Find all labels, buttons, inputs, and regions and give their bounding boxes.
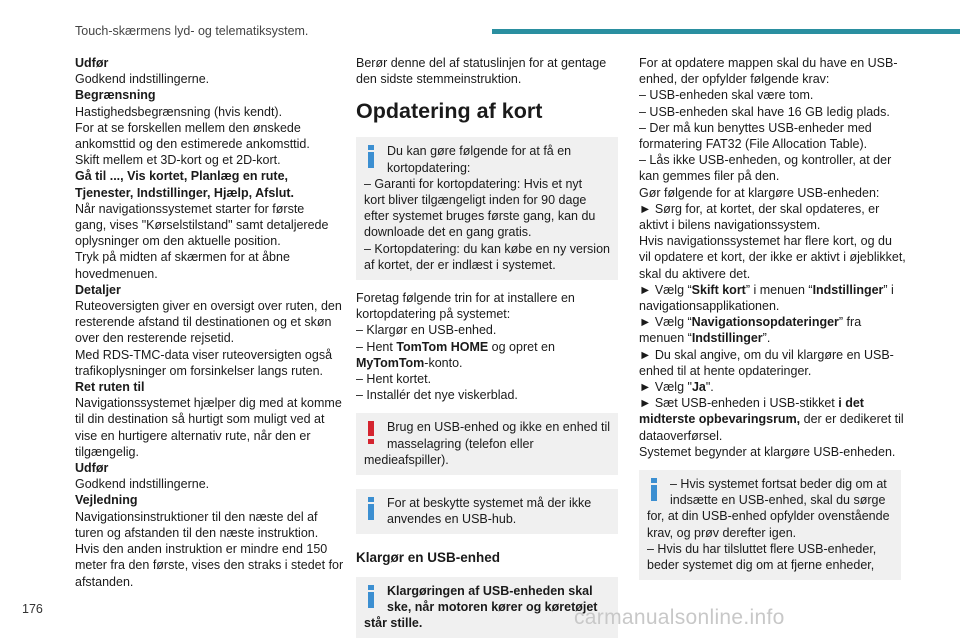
section-heading: Opdatering af kort	[356, 99, 543, 124]
info-icon	[648, 478, 660, 501]
box-line: Brug en USB-enhed og ikke en enhed til	[387, 420, 611, 435]
paragraph-line: Når navigationssystemet starter for første	[75, 201, 305, 216]
paragraph-line: Tryk på midten af skærmen for at åbne	[75, 250, 290, 265]
info-icon	[365, 497, 377, 520]
paragraph-line: til din destination så hurtigt som muligt ved at	[75, 412, 325, 427]
bold-term: Udfør	[75, 461, 109, 476]
column-1	[75, 55, 344, 590]
paragraph-line: Hvis navigationssystemet har flere kort, og du	[639, 234, 892, 249]
paragraph-line: vise en hurtigere alternativ rute, når den er	[75, 428, 311, 443]
box-line: indsætte en USB-enhed, skal du sørge	[670, 493, 886, 508]
bold-term: Ret ruten til	[75, 380, 145, 395]
box-line: ske, når motoren kører og køretøjet	[387, 599, 598, 614]
running-header: Touch-skærmens lyd- og telematiksystem.	[75, 24, 309, 38]
box-line: downloade det en gang gratis.	[364, 225, 532, 240]
box-line: Du kan gøre følgende for at få en	[387, 144, 572, 159]
box-line: anvendes en USB-hub.	[387, 512, 517, 527]
box-line: Klargøringen af USB-enheden skal	[387, 583, 593, 598]
column-2	[356, 55, 618, 640]
paragraph-line: – USB-enheden skal have 16 GB ledig plads.	[639, 104, 890, 119]
list-item-cont: MyTomTom-konto.	[356, 355, 463, 370]
info-box	[356, 137, 618, 280]
paragraph-line: – Der må kun benyttes USB-enheder med	[639, 120, 872, 135]
box-line: af kortet, der er indlæst i systemet.	[364, 257, 556, 272]
paragraph-line: Ruteoversigten giver en oversigt over ruten, den	[75, 299, 342, 314]
box-line: for, at din USB-enhed opfylder ovenstående	[647, 509, 890, 524]
paragraph-line: Gør følgende for at klargøre USB-enheden:	[639, 185, 880, 200]
paragraph-line: den sidste stemmeinstruktion.	[356, 72, 522, 87]
bold-term: Detaljer	[75, 282, 121, 297]
paragraph-line: – Lås ikke USB-enheden, og kontroller, at der	[639, 153, 892, 168]
box-line: masselagring (telefon eller	[387, 436, 534, 451]
box-line: beder systemet dig om at fjerne enheder,	[647, 558, 875, 573]
paragraph-line: ► Sørg for, at kortet, der skal opdateres, er	[639, 201, 880, 216]
paragraph-line: – USB-enheden skal være tom.	[639, 88, 814, 103]
box-line: kortopdatering:	[387, 160, 471, 175]
bold-term: Tjenester, Indstillinger, Hjælp, Afslut.	[75, 185, 295, 200]
box-line: – Kortopdatering: du kan købe en ny version	[364, 241, 610, 256]
paragraph-line: Godkend indstillingerne.	[75, 477, 210, 492]
paragraph-line: Navigationssystemet hjælper dig med at komme	[75, 396, 342, 411]
paragraph-line: Skift mellem et 3D-kort og et 2D-kort.	[75, 153, 281, 168]
info-icon	[365, 585, 377, 608]
bold-term: Gå til ..., Vis kortet, Planlæg en rute,	[75, 169, 289, 184]
warning-box	[356, 413, 618, 475]
box-line: – Hvis systemet fortsat beder dig om at	[670, 477, 887, 492]
list-item: – Hent TomTom HOME og opret en	[356, 339, 555, 354]
info-icon	[365, 145, 377, 168]
step-line: ► Vælg "Ja".	[639, 380, 714, 395]
step-line: ► Du skal angive, om du vil klargøre en USB-	[639, 347, 894, 362]
list-item: – Klargør en USB-enhed.	[356, 323, 497, 338]
paragraph-line: ankomsttid og den estimerede ankomsttid.	[75, 137, 310, 152]
paragraph-line: trafikoplysninger om forsinkelser langs ruten.	[75, 363, 324, 378]
paragraph-line: gang, vises "Kørselstilstand" samt detaljerede	[75, 218, 329, 233]
box-line: – Garanti for kortopdatering: Hvis et nyt	[364, 176, 583, 191]
paragraph-line: meter fra den første, vises den straks i stedet for	[75, 558, 344, 573]
bold-term: Vejledning	[75, 493, 138, 508]
info-box	[639, 470, 901, 580]
box-line: efter systemet bruges første gang, kan du	[364, 209, 596, 224]
paragraph-line: enhed, der opfylder følgende krav:	[639, 72, 830, 87]
list-item: – Hent kortet.	[356, 372, 432, 387]
paragraph-line: over den resterende rejsetid.	[75, 331, 235, 346]
paragraph-line: afstanden.	[75, 574, 134, 589]
paragraph-line: tilgængelig.	[75, 444, 139, 459]
step-line: Systemet begynder at klargøre USB-enheden.	[639, 444, 896, 459]
step-line: ► Sæt USB-enheden i USB-stikket i det	[639, 396, 864, 411]
watermark: carmanualsonline.info	[574, 606, 785, 629]
paragraph-line: Navigationsinstruktioner til den næste del af	[75, 509, 318, 524]
paragraph-line: formatering FAT32 (File Allocation Table).	[639, 137, 868, 152]
paragraph-line: vil opdatere et kort, der ikke er aktivt i øjeblikket,	[639, 250, 906, 265]
paragraph-line: For at se forskellen mellem den ønskede	[75, 120, 301, 135]
paragraph-line: Foretag følgende trin for at installere en	[356, 291, 575, 306]
paragraph-line: turen og afstanden til den næste instruktion.	[75, 525, 319, 540]
step-line: navigationsapplikationen.	[639, 299, 780, 314]
paragraph-line: Hastighedsbegrænsning (hvis kendt).	[75, 104, 283, 119]
box-line: medieafspiller).	[364, 452, 449, 467]
paragraph-line: skal du aktivere det.	[639, 266, 751, 281]
bold-term: Udfør	[75, 56, 109, 70]
step-line: midterste opbevaringsrum, der er dedikeret til	[639, 412, 904, 427]
step-line: menuen “Indstillinger”.	[639, 331, 771, 346]
paragraph-line: kortopdatering på systemet:	[356, 307, 511, 322]
box-line: For at beskytte systemet må der ikke	[387, 496, 592, 511]
paragraph-line: aktivt i bilens navigationssystem.	[639, 218, 821, 233]
page-number: 176	[22, 602, 43, 616]
column-3	[639, 55, 906, 590]
box-line: kort bliver tilgængeligt inden for 90 dage	[364, 193, 587, 208]
paragraph-line: kan gemmes filer på den.	[639, 169, 780, 184]
box-line: står stille.	[364, 616, 423, 631]
subsection-heading: Klargør en USB-enhed	[356, 550, 501, 566]
exclamation-icon	[365, 421, 377, 444]
paragraph-line: hovedmenuen.	[75, 266, 158, 281]
paragraph-line: For at opdatere mappen skal du have en USB-	[639, 56, 898, 70]
step-line: enhed til at hente opdateringer.	[639, 363, 812, 378]
step-line: ► Vælg “Skift kort” i menuen “Indstillinger” i	[639, 282, 894, 297]
bold-term: Begrænsning	[75, 88, 156, 103]
list-item: – Installér det nye viskerblad.	[356, 388, 518, 403]
paragraph-line: resterende afstand til destinationen og et skøn	[75, 315, 332, 330]
step-line: ► Vælg “Navigationsopdateringer” fra	[639, 315, 862, 330]
info-box	[356, 489, 618, 534]
box-line: krav, og prøv derefter igen.	[647, 525, 797, 540]
paragraph-line: Hvis den anden instruktion er mindre end 150	[75, 542, 328, 557]
paragraph-line: Berør denne del af statuslinjen for at gentage	[356, 56, 607, 70]
paragraph-line: oplysninger om den aktuelle position.	[75, 234, 281, 249]
box-line: – Hvis du har tilsluttet flere USB-enheder,	[647, 541, 877, 556]
step-line: dataoverførsel.	[639, 428, 723, 443]
paragraph-line: Godkend indstillingerne.	[75, 72, 210, 87]
paragraph-line: Med RDS-TMC-data viser ruteoversigten også	[75, 347, 333, 362]
header-accent-bar	[492, 29, 960, 34]
